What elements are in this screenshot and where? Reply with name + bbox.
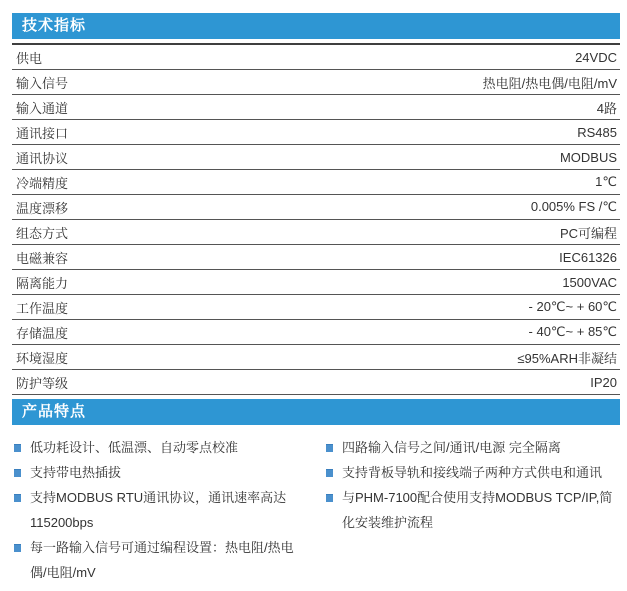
features-section-header	[12, 399, 620, 425]
feature-item	[12, 485, 308, 535]
square-bullet-icon	[14, 444, 21, 452]
spec-row	[12, 45, 620, 70]
feature-text: 低功耗设计、低温漂、自动零点校准	[30, 440, 239, 455]
spec-value: 1500VAC	[562, 274, 617, 290]
spec-row	[12, 120, 620, 145]
spec-row	[12, 345, 620, 370]
spec-label: 通讯协议	[16, 150, 69, 166]
spec-value: RS485	[577, 124, 617, 140]
spec-label: 输入信号	[16, 75, 69, 91]
specs-section-header	[12, 13, 620, 39]
spec-label: 电磁兼容	[16, 250, 69, 266]
spec-label: 隔离能力	[16, 275, 69, 291]
features-left-column	[12, 435, 308, 585]
spec-label: 冷端精度	[16, 175, 69, 191]
spec-value: IEC61326	[559, 249, 617, 265]
square-bullet-icon	[326, 469, 333, 477]
square-bullet-icon	[326, 444, 333, 452]
feature-text: 支持背板导轨和接线端子两种方式供电和通讯	[342, 465, 603, 480]
square-bullet-icon	[14, 469, 21, 477]
feature-item	[12, 460, 308, 485]
spec-row	[12, 70, 620, 95]
spec-row	[12, 170, 620, 195]
spec-value: - 40℃~ + 85℃	[528, 324, 617, 339]
spec-row	[12, 145, 620, 170]
square-bullet-icon	[14, 494, 21, 502]
spec-label: 输入通道	[16, 100, 69, 116]
spec-value: IP20	[590, 374, 617, 390]
spec-value: 热电阻/热电偶/电阻/mV	[482, 75, 617, 91]
spec-value: ≤95%ARH非凝结	[517, 350, 617, 366]
feature-text: 支持MODBUS RTU通讯协议，通讯速率高达 115200bps	[30, 490, 287, 530]
spec-value: MODBUS	[559, 149, 617, 165]
feature-text: 每一路输入信号可通过编程设置：热电阻/热电偶/电阻/mV	[30, 540, 294, 580]
spec-value: - 20℃~ + 60℃	[528, 299, 617, 314]
spec-row	[12, 320, 620, 345]
spec-row	[12, 220, 620, 245]
spec-value: 0.005% FS /℃	[530, 199, 617, 214]
spec-value: 4路	[596, 100, 617, 116]
spec-value: PC可编程	[559, 225, 617, 241]
features-list	[12, 435, 620, 585]
spec-label: 通讯接口	[16, 125, 69, 141]
feature-text: 支持带电热插拔	[30, 465, 122, 480]
spec-row	[12, 245, 620, 270]
feature-text: 与PHM-7100配合使用支持MODBUS TCP/IP,简化安装维护流程	[342, 490, 613, 530]
spec-value: 1℃	[595, 174, 617, 189]
features-right-column	[324, 435, 620, 585]
feature-text: 四路输入信号之间/通讯/电源 完全隔离	[342, 440, 561, 455]
spec-value: 24VDC	[575, 49, 617, 65]
spec-label: 防护等级	[16, 375, 69, 391]
feature-item	[324, 485, 620, 535]
feature-item	[324, 435, 620, 460]
specs-table	[12, 43, 620, 395]
features-section-title: 产品特点	[22, 403, 87, 420]
spec-row	[12, 95, 620, 120]
spec-label: 工作温度	[16, 300, 69, 316]
spec-row	[12, 370, 620, 395]
square-bullet-icon	[14, 544, 21, 552]
spec-label: 组态方式	[16, 225, 69, 241]
spec-row	[12, 195, 620, 220]
spec-row	[12, 295, 620, 320]
feature-item	[12, 435, 308, 460]
spec-row	[12, 270, 620, 295]
spec-label: 供电	[16, 50, 43, 66]
spec-label: 温度漂移	[16, 200, 69, 216]
specs-section-title: 技术指标	[22, 17, 87, 34]
spec-label: 存储温度	[16, 325, 69, 341]
feature-item	[12, 535, 308, 585]
feature-item	[324, 460, 620, 485]
square-bullet-icon	[326, 494, 333, 502]
spec-label: 环境湿度	[16, 350, 69, 366]
